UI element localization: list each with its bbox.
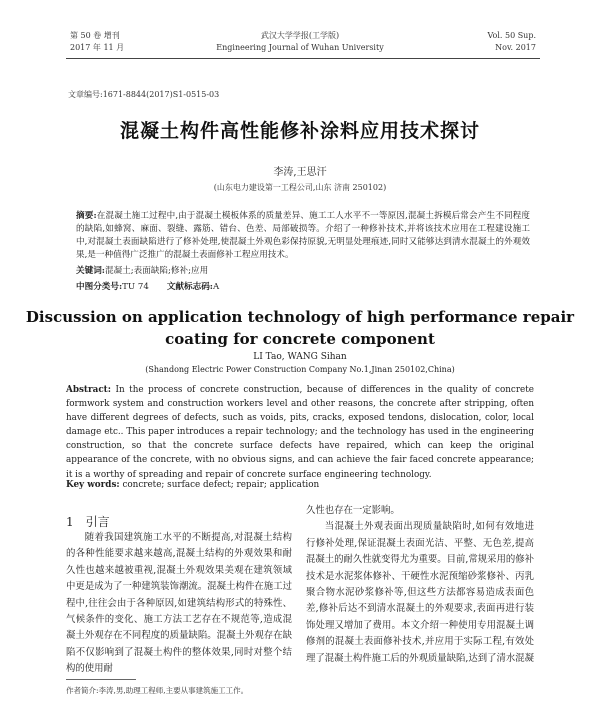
body-column-right — [306, 503, 534, 667]
author-footnote: 作者简介:李涛,男,助理工程师,主要从事建筑施工工作。 — [66, 686, 249, 695]
date-line-en: Nov. 2017 — [495, 43, 536, 52]
body-column-left — [66, 530, 292, 678]
affiliation-en: (Shandong Electric Power Construction Company No.1,Jinan 250102,China) — [145, 365, 455, 374]
doc-code-value: A — [212, 282, 220, 292]
keywords-cn-label: 关键词: — [76, 266, 105, 276]
authors-en: LI Tao, WANG Sihan — [253, 352, 347, 362]
abstract-en — [66, 383, 534, 482]
keywords-en-text: concrete; surface defect; repair; application — [119, 480, 320, 490]
affiliation-cn: (山东电力建设第一工程公司,山东 济南 250102) — [213, 183, 387, 192]
paper-title-en: Discussion on application technology of high performance repair coating for concrete component — [25, 308, 575, 348]
abstract-en-text: In the process of concrete construction, because of differences in the quality of concrete formwork system and construction workers level and other reasons, the concrete after stripping, often have different degrees of defects, such as voids, pits, cracks, exposed tendons, dislocation, color, local damage etc.. This paper introduces a repair technology; and the technology has used in the engineering construction, so that the concrete surface defects have repaired, which can keep the original appearance of the concrete, with no obvious signs, and can achieve the fair faced concrete appearance; it is a worthy of spreading and repair of concrete surface engineering technology. — [66, 385, 534, 480]
authors-cn: 李涛,王思汗 — [273, 167, 327, 178]
clc-label: 中图分类号: — [76, 282, 123, 292]
header-divider — [66, 58, 540, 59]
keywords-cn-text: 混凝土;表面缺陷;修补;应用 — [104, 266, 209, 276]
journal-name-cn: 武汉大学学报(工学版) — [260, 31, 340, 40]
footnote-divider — [66, 679, 136, 680]
abstract-cn-text: 在混凝土施工过程中,由于混凝土模板体系的质量差异、施工工人水平不一等原因,混凝土拆模后常会产生不同程度的缺陷,如蜂窝、麻面、裂缝、露筋、错台、色差、局部破损等。介绍了一种修补技术,并将该技术应用在工程建设施工中,对混凝土表面缺陷进行了修补处理,使混凝土外观色彩保持原貌,无明显处理痕迹,同时又能够达到清水混凝土的外观效果,是一种值得广泛推广的混凝土表面修补工程应用技术。 — [76, 211, 530, 260]
volume-line-en: Vol. 50 Sup. — [487, 31, 536, 40]
classification-line — [76, 280, 219, 292]
date-line: 2017 年 11 月 — [70, 43, 125, 52]
abstract-en-label: Abstract: — [66, 385, 111, 395]
keywords-en-label: Key words: — [66, 480, 120, 490]
abstract-cn-label: 摘要: — [76, 211, 97, 221]
journal-name-en: Engineering Journal of Wuhan University — [216, 43, 384, 52]
body-paragraph: 随着我国建筑施工水平的不断提高,对混凝土结构的各种性能要求越来越高,混凝土结构的外观效果和耐久性也越来越被重视,混凝土外观效果美观在建筑领域中更是成为了一种建筑装饰潮流。混凝土构件在施工过程中,往往会由于各种原因,如建筑结构形式的特殊性、气候条件的变化、施工方法工艺存在不规范等,造成混凝土外观存在不同程度的质量缺陷。混凝土外观存在缺陷不仅影响到了混凝土构件的整体效果,同时对整个结构的使用耐 — [66, 532, 292, 675]
volume-line: 第 50 卷 增刊 — [70, 31, 120, 40]
abstract-cn — [76, 210, 530, 262]
paper-title-cn: 混凝土构件高性能修补涂料应用技术探讨 — [119, 120, 480, 142]
section-number: 1 — [66, 515, 74, 529]
journal-volume-info-en — [487, 30, 536, 54]
keywords-en — [66, 480, 319, 490]
body-paragraph-continued: 久性也存在一定影响。 — [306, 505, 400, 516]
clc-value: TU 74 — [122, 282, 149, 292]
doc-code-label: 文献标志码: — [166, 282, 213, 292]
body-paragraph: 当混凝土外观表面出现质量缺陷时,如何有效地进行修补处理,保证混凝土表面光洁、平整、无色差,提高混凝土的耐久性就变得尤为重要。目前,常规采用的修补技术是水泥浆体修补、干硬性水泥预缩砂浆修补、丙乳聚合物水泥砂浆修补等,但这些方法都容易造成表面色差,修补后达不到清水混凝土的外观要求,表面再进行装饰处理又增加了费用。本文介绍一种使用专用混凝土调修剂的混凝土表面修补技术,并应用于实际工程,有效处理了混凝土构件施工后的外观质量缺陷,达到了清水混凝 — [306, 521, 534, 664]
article-number: 文章编号:1671-8844(2017)S1-0515-03 — [68, 90, 220, 99]
section-title: 引言 — [85, 515, 110, 529]
keywords-cn — [76, 264, 208, 276]
section-heading-introduction — [66, 513, 110, 530]
